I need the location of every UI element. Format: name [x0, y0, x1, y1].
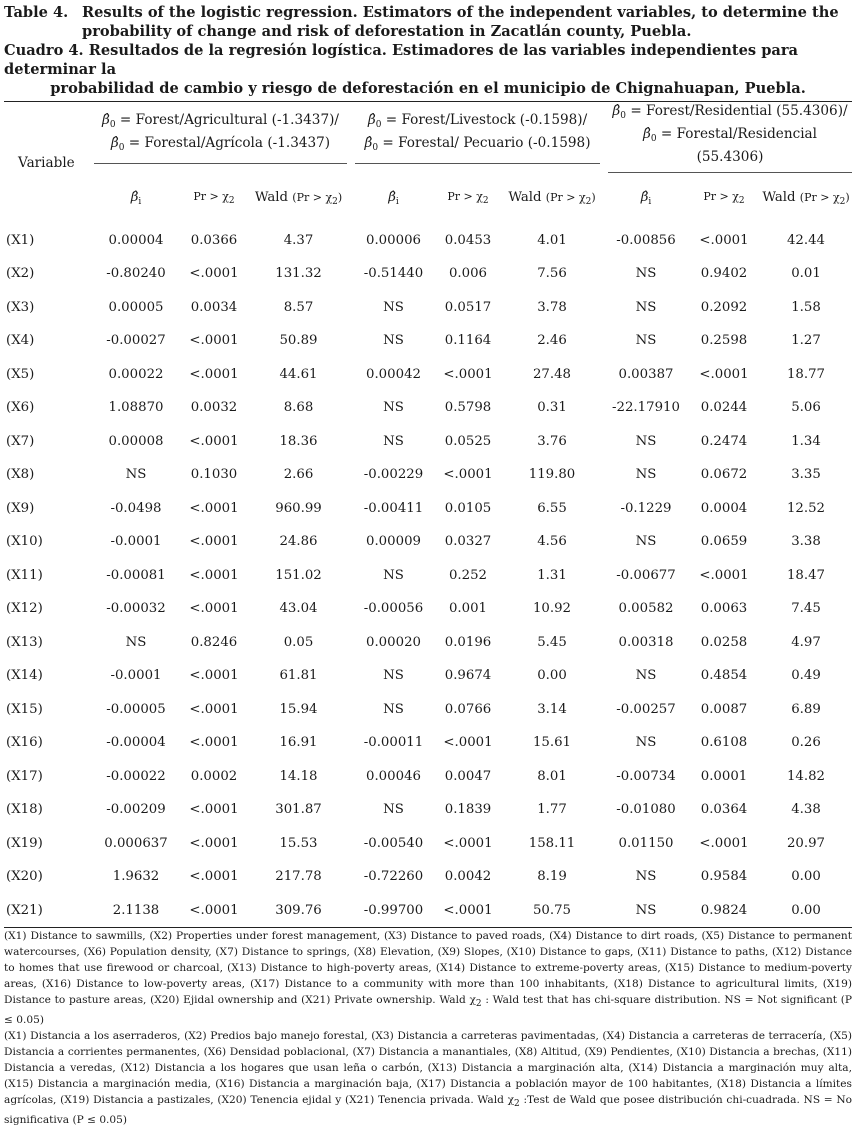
value-cell: <.0001: [189, 902, 239, 918]
value-cell: 0.9584: [700, 869, 748, 885]
group-header-agricultural: [90, 102, 351, 173]
value-cell: 5.06: [791, 400, 821, 416]
value-cell: 0.00: [791, 902, 821, 918]
value-cell: 43.04: [279, 601, 318, 617]
col-wald: Wald $(Pr > \chi_2)$: [762, 189, 850, 207]
value-cell: -0.00734: [616, 768, 676, 784]
value-cell: <.0001: [443, 735, 493, 751]
variable-cell: (X16): [6, 735, 43, 751]
value-cell: <.0001: [189, 266, 239, 282]
col-beta-i: $\betâ_i$: [130, 189, 142, 207]
value-cell: -0.00257: [616, 701, 676, 717]
group-header-residential: [604, 102, 852, 173]
value-cell: 12.52: [786, 500, 826, 516]
value-cell: 0.0047: [444, 768, 492, 784]
value-cell: 301.87: [275, 802, 322, 818]
value-cell: NS: [635, 534, 657, 550]
value-cell: 0.05: [283, 634, 314, 650]
variable-cell: (X1): [6, 232, 35, 248]
value-cell: 0.49: [791, 668, 821, 684]
table-caption: [4, 3, 852, 98]
value-cell: <.0001: [189, 835, 239, 851]
value-cell: 960.99: [275, 500, 322, 516]
variable-cell: (X20): [6, 869, 43, 885]
value-cell: 0.31: [537, 400, 567, 416]
value-cell: -0.01080: [616, 802, 676, 818]
value-cell: 0.0258: [700, 634, 748, 650]
value-cell: 0.0327: [444, 534, 492, 550]
value-cell: 0.0042: [444, 869, 492, 885]
value-cell: 0.00006: [366, 232, 421, 248]
value-cell: 3.35: [791, 467, 821, 483]
value-cell: 4.97: [791, 634, 821, 650]
table-row: [4, 693, 852, 727]
value-cell: <.0001: [699, 567, 749, 583]
value-cell: <.0001: [189, 601, 239, 617]
value-cell: 1.31: [537, 567, 567, 583]
value-cell: 3.78: [537, 299, 567, 315]
value-cell: -0.00032: [106, 601, 166, 617]
table-row: [4, 391, 852, 425]
value-cell: NS: [635, 735, 657, 751]
value-cell: -0.99700: [363, 902, 424, 918]
value-cell: 0.6108: [700, 735, 748, 751]
value-cell: -0.00056: [363, 601, 424, 617]
value-cell: 0.0105: [444, 500, 492, 516]
col-wald: Wald $(Pr > \chi_2)$: [508, 189, 596, 207]
value-cell: 2.46: [537, 333, 567, 349]
value-cell: 2.1138: [112, 902, 160, 918]
variable-cell: (X19): [6, 835, 43, 851]
value-cell: 6.89: [791, 701, 821, 717]
value-cell: 24.86: [279, 534, 318, 550]
value-cell: 0.01: [791, 266, 821, 282]
variable-cell: (X11): [6, 567, 43, 583]
value-cell: -0.00081: [106, 567, 166, 583]
value-cell: -0.0498: [110, 500, 162, 516]
value-cell: <.0001: [189, 869, 239, 885]
group3-es: = Forestal/Residencial (55.4306): [660, 126, 818, 165]
table-row: [4, 324, 852, 358]
value-cell: 0.0453: [444, 232, 492, 248]
value-cell: 0.2092: [700, 299, 748, 315]
table-row: [4, 760, 852, 794]
variable-cell: (X12): [6, 601, 43, 617]
value-cell: 8.01: [537, 768, 567, 784]
value-cell: 15.61: [532, 735, 572, 751]
value-cell: NS: [383, 433, 404, 449]
table-notes: [4, 928, 852, 1128]
value-cell: 0.00046: [366, 768, 421, 784]
value-cell: 4.01: [537, 232, 567, 248]
value-cell: 0.0364: [700, 802, 748, 818]
table-row: [4, 425, 852, 459]
table-row: [4, 492, 852, 526]
value-cell: -0.0001: [110, 534, 162, 550]
variable-cell: (X8): [6, 467, 35, 483]
value-cell: -0.00856: [616, 232, 676, 248]
value-cell: 3.76: [537, 433, 567, 449]
value-cell: 0.00318: [618, 634, 674, 650]
value-cell: <.0001: [189, 668, 239, 684]
value-cell: 0.0001: [700, 768, 748, 784]
value-cell: <.0001: [189, 433, 239, 449]
value-cell: 27.48: [532, 366, 572, 382]
caption-es-line1: Cuadro 4. Resultados de la regresión logística. Estimadores de las variables independientes para determinar la: [4, 42, 799, 78]
value-cell: <.0001: [189, 366, 239, 382]
value-cell: 0.0002: [190, 768, 238, 784]
value-cell: NS: [635, 266, 657, 282]
value-cell: 0.2598: [700, 333, 748, 349]
group2-en: = Forest/Livestock (-0.1598)/: [385, 112, 588, 128]
value-cell: 8.57: [283, 299, 314, 315]
value-cell: 0.1839: [444, 802, 492, 818]
value-cell: 0.0244: [700, 400, 748, 416]
col-wald: Wald $(Pr > \chi_2)$: [254, 189, 343, 207]
caption-en-text: Results of the logistic regression. Estimators of the independent variables, to determine the probability of change and risk of deforestation in Zacatlán county, Puebla.: [82, 4, 839, 40]
table-row: [4, 358, 852, 392]
group1-en: = Forest/Agricultural (-1.3437)/: [119, 112, 339, 128]
value-cell: 1.9632: [112, 869, 160, 885]
variable-cell: (X3): [6, 299, 35, 315]
value-cell: 0.9824: [700, 902, 748, 918]
group-header-livestock: [351, 102, 604, 173]
beta0-symbol: $\betâ_0$: [367, 112, 382, 130]
variable-cell: (X21): [6, 902, 43, 918]
value-cell: -0.00005: [106, 701, 166, 717]
value-cell: NS: [383, 567, 404, 583]
value-cell: 16.91: [279, 735, 318, 751]
value-cell: 158.11: [528, 835, 576, 851]
value-cell: NS: [383, 333, 404, 349]
beta0-symbol: $\betâ_0$: [364, 135, 379, 153]
value-cell: -0.00011: [363, 735, 424, 751]
value-cell: 50.75: [532, 902, 572, 918]
value-cell: 0.0087: [700, 701, 748, 717]
value-cell: NS: [635, 433, 657, 449]
value-cell: 0.0196: [444, 634, 492, 650]
table-row: [4, 793, 852, 827]
value-cell: 0.006: [448, 266, 488, 282]
value-cell: <.0001: [443, 902, 493, 918]
value-cell: -0.00027: [106, 333, 166, 349]
value-cell: <.0001: [443, 366, 493, 382]
value-cell: 0.1164: [444, 333, 492, 349]
variable-cell: (X9): [6, 500, 35, 516]
value-cell: 18.47: [786, 567, 826, 583]
col-beta-i: $\betâ_i$: [388, 189, 399, 207]
value-cell: 0.00: [791, 869, 821, 885]
notes-spanish: (X1) Distancia a los aserraderos, (X2) Predios bajo manejo forestal, (X3) Distancia a carreteras pavimentadas, (X4) Distancia a carreteras de terracería, (X5) Distancia a corrientes permanentes, (X6) Densidad poblacional, (X7) Distancia a manantiales, (X8) Altitud, (X9) Pendientes, (X10) Distancia a brechas, (X11) Distancia a veredas, (X12) Distancia a los hogares que usan leña o carbón, (X13) Distancia a marginación alta, (X14) Distancia a marginación muy alta, (X15) Distancia a marginación media, (X16) Distancia a marginación baja, (X17) Distancia a población mayor de 100 habitantes, (X18) Distancia a límites agrícolas, (X19) Distancia a pastizales, (X20) Tenencia ejidal y (X21) Tenencia privada. Wald $\chi_2$ :Test de Wald que posee distribución chi-cuadrada. NS = No significativa (P ≤ 0.05): [4, 1030, 853, 1126]
caption-en-label: Table 4.: [4, 4, 69, 21]
variable-cell: (X6): [6, 400, 35, 416]
header-row-groups: [4, 102, 852, 173]
variable-cell: (X17): [6, 768, 43, 784]
value-cell: 0.00009: [366, 534, 421, 550]
table-row: [4, 592, 852, 626]
value-cell: 14.82: [786, 768, 826, 784]
value-cell: -0.1229: [620, 500, 672, 516]
beta0-symbol: $\betâ_0$: [102, 112, 116, 130]
value-cell: 131.32: [275, 266, 322, 282]
value-cell: 0.00022: [108, 366, 164, 382]
value-cell: -22.17910: [612, 400, 680, 416]
value-cell: 2.66: [283, 467, 314, 483]
beta0-symbol: $\betâ_0$: [642, 126, 657, 144]
value-cell: 1.08870: [108, 400, 164, 416]
table-row: [4, 458, 852, 492]
value-cell: 151.02: [275, 567, 322, 583]
value-cell: -0.00229: [363, 467, 424, 483]
value-cell: 0.1030: [190, 467, 238, 483]
table-row: [4, 626, 852, 660]
value-cell: NS: [383, 701, 404, 717]
value-cell: -0.00209: [106, 802, 166, 818]
value-cell: 0.00: [537, 668, 567, 684]
value-cell: 0.00005: [108, 299, 164, 315]
caption-spanish: [4, 41, 852, 98]
table-row: [4, 559, 852, 593]
table-row: [4, 726, 852, 760]
value-cell: 0.00582: [618, 601, 674, 617]
value-cell: 0.0063: [700, 601, 748, 617]
col-pr-chi: $Pr > \chi_2$: [703, 190, 745, 206]
value-cell: 4.56: [537, 534, 567, 550]
notes-english: (X1) Distance to sawmills, (X2) Properties under forest management, (X3) Distance to paved roads, (X4) Distance to dirt roads, (X5) Distance to permanent watercourses, (X6) Population density, (X7) Distance to springs, (X8) Elevation, (X9) Slopes, (X10) Distance to gaps, (X11) Distance to paths, (X12) Distance to homes that use firewood or charcoal, (X13) Distance to high-poverty areas, (X14) Distance to extreme-poverty areas, (X15) Distance to medium-poverty areas, (X16) Distance to low-poverty areas, (X17) Distance to a community with more than 100 inhabitants, (X18) Distance to agricultural limits, (X19) Distance to pasture areas, (X20) Ejidal ownership and (X21) Private ownership. Wald $\chi_2$ : Wald test that has chi-square distribution. NS = Not significant (P ≤ 0.05): [4, 930, 852, 1026]
document-page: [4, 3, 852, 1128]
value-cell: -0.00540: [363, 835, 424, 851]
value-cell: 18.36: [279, 433, 318, 449]
value-cell: 1.58: [791, 299, 821, 315]
value-cell: 0.252: [448, 567, 488, 583]
value-cell: 15.94: [279, 701, 318, 717]
value-cell: 0.0525: [444, 433, 492, 449]
group1-es: = Forestal/Agrícola (-1.3437): [128, 135, 331, 151]
value-cell: 1.27: [791, 333, 821, 349]
regression-table: [4, 102, 852, 927]
value-cell: NS: [383, 668, 404, 684]
value-cell: -0.00004: [106, 735, 166, 751]
value-cell: NS: [383, 802, 404, 818]
caption-es-line2: probabilidad de cambio y riesgo de deforestación en el municipio de Chignahuapan, Puebla.: [50, 80, 806, 97]
variable-cell: (X10): [6, 534, 43, 550]
value-cell: -0.51440: [363, 266, 424, 282]
value-cell: 0.0766: [444, 701, 492, 717]
caption-english: [4, 3, 852, 41]
value-cell: NS: [383, 299, 404, 315]
value-cell: 0.26: [791, 735, 821, 751]
value-cell: 50.89: [279, 333, 318, 349]
value-cell: -0.00411: [363, 500, 424, 516]
value-cell: 3.14: [537, 701, 567, 717]
value-cell: 0.5798: [444, 400, 492, 416]
value-cell: 0.00042: [366, 366, 421, 382]
value-cell: 4.38: [791, 802, 821, 818]
value-cell: NS: [635, 467, 657, 483]
table-row: [4, 827, 852, 861]
value-cell: 7.45: [791, 601, 821, 617]
value-cell: 10.92: [532, 601, 572, 617]
header-row-columns: [4, 173, 852, 223]
value-cell: 42.44: [786, 232, 826, 248]
value-cell: -0.80240: [106, 266, 166, 282]
value-cell: NS: [635, 869, 657, 885]
value-cell: 4.37: [283, 232, 314, 248]
value-cell: 0.000637: [104, 835, 168, 851]
value-cell: -0.0001: [110, 668, 162, 684]
variable-cell: (X14): [6, 668, 43, 684]
value-cell: 119.80: [528, 467, 576, 483]
value-cell: <.0001: [189, 333, 239, 349]
table-row: [4, 223, 852, 257]
value-cell: <.0001: [189, 735, 239, 751]
variable-header: Variable: [18, 154, 75, 171]
value-cell: 3.38: [791, 534, 821, 550]
value-cell: <.0001: [443, 467, 493, 483]
table-body: [4, 223, 852, 927]
value-cell: 44.61: [279, 366, 318, 382]
value-cell: 8.68: [283, 400, 314, 416]
variable-cell: (X5): [6, 366, 35, 382]
value-cell: -0.00677: [616, 567, 676, 583]
group2-es: = Forestal/ Pecuario (-0.1598): [382, 135, 591, 151]
value-cell: <.0001: [189, 567, 239, 583]
value-cell: NS: [635, 902, 657, 918]
value-cell: 0.9674: [444, 668, 492, 684]
variable-cell: (X18): [6, 802, 43, 818]
value-cell: 0.00387: [618, 366, 674, 382]
value-cell: 1.34: [791, 433, 821, 449]
value-cell: 0.01150: [618, 835, 674, 851]
table-row: [4, 894, 852, 928]
value-cell: 14.18: [279, 768, 318, 784]
value-cell: 20.97: [786, 835, 826, 851]
table-row: [4, 659, 852, 693]
value-cell: <.0001: [443, 835, 493, 851]
value-cell: <.0001: [189, 534, 239, 550]
value-cell: 0.0517: [444, 299, 492, 315]
value-cell: 61.81: [279, 668, 318, 684]
variable-cell: (X2): [6, 266, 35, 282]
table-row: [4, 257, 852, 291]
value-cell: 0.2474: [700, 433, 748, 449]
value-cell: 0.00008: [108, 433, 164, 449]
value-cell: 0.0672: [700, 467, 748, 483]
value-cell: 8.19: [537, 869, 567, 885]
table-row: [4, 860, 852, 894]
value-cell: 0.0366: [190, 232, 238, 248]
value-cell: -0.72260: [363, 869, 424, 885]
value-cell: NS: [635, 668, 657, 684]
value-cell: 309.76: [275, 902, 322, 918]
value-cell: 0.00004: [108, 232, 164, 248]
value-cell: 7.56: [537, 266, 567, 282]
value-cell: 5.45: [537, 634, 567, 650]
value-cell: <.0001: [189, 802, 239, 818]
value-cell: NS: [125, 634, 147, 650]
value-cell: 0.0004: [700, 500, 748, 516]
value-cell: NS: [635, 333, 657, 349]
value-cell: 0.8246: [190, 634, 238, 650]
value-cell: 0.9402: [700, 266, 748, 282]
value-cell: <.0001: [189, 500, 239, 516]
value-cell: 0.00020: [366, 634, 421, 650]
value-cell: <.0001: [189, 701, 239, 717]
value-cell: -0.00022: [106, 768, 166, 784]
value-cell: 18.77: [786, 366, 826, 382]
value-cell: <.0001: [699, 232, 749, 248]
beta0-symbol: $\betâ_0$: [612, 103, 627, 121]
value-cell: 1.77: [537, 802, 567, 818]
variable-cell: (X4): [6, 333, 35, 349]
value-cell: NS: [125, 467, 147, 483]
value-cell: 217.78: [275, 869, 322, 885]
value-cell: 0.001: [448, 601, 488, 617]
value-cell: NS: [383, 400, 404, 416]
col-pr-chi: $Pr > \chi_2$: [193, 190, 235, 206]
beta0-symbol: $\betâ_0$: [110, 135, 125, 153]
value-cell: <.0001: [699, 366, 749, 382]
value-cell: NS: [635, 299, 657, 315]
table-row: [4, 291, 852, 325]
value-cell: 6.55: [537, 500, 567, 516]
col-pr-chi: $Pr > \chi_2$: [447, 190, 489, 206]
value-cell: 0.0032: [190, 400, 238, 416]
variable-cell: (X7): [6, 433, 35, 449]
value-cell: 15.53: [279, 835, 318, 851]
table-row: [4, 525, 852, 559]
value-cell: 0.0659: [700, 534, 748, 550]
variable-cell: (X13): [6, 634, 43, 650]
value-cell: <.0001: [699, 835, 749, 851]
variable-cell: (X15): [6, 701, 43, 717]
value-cell: 0.0034: [190, 299, 238, 315]
group3-en: = Forest/Residential (55.4306)/: [630, 103, 848, 119]
col-beta-i: $\betâ_i$: [640, 189, 652, 207]
value-cell: 0.4854: [700, 668, 748, 684]
